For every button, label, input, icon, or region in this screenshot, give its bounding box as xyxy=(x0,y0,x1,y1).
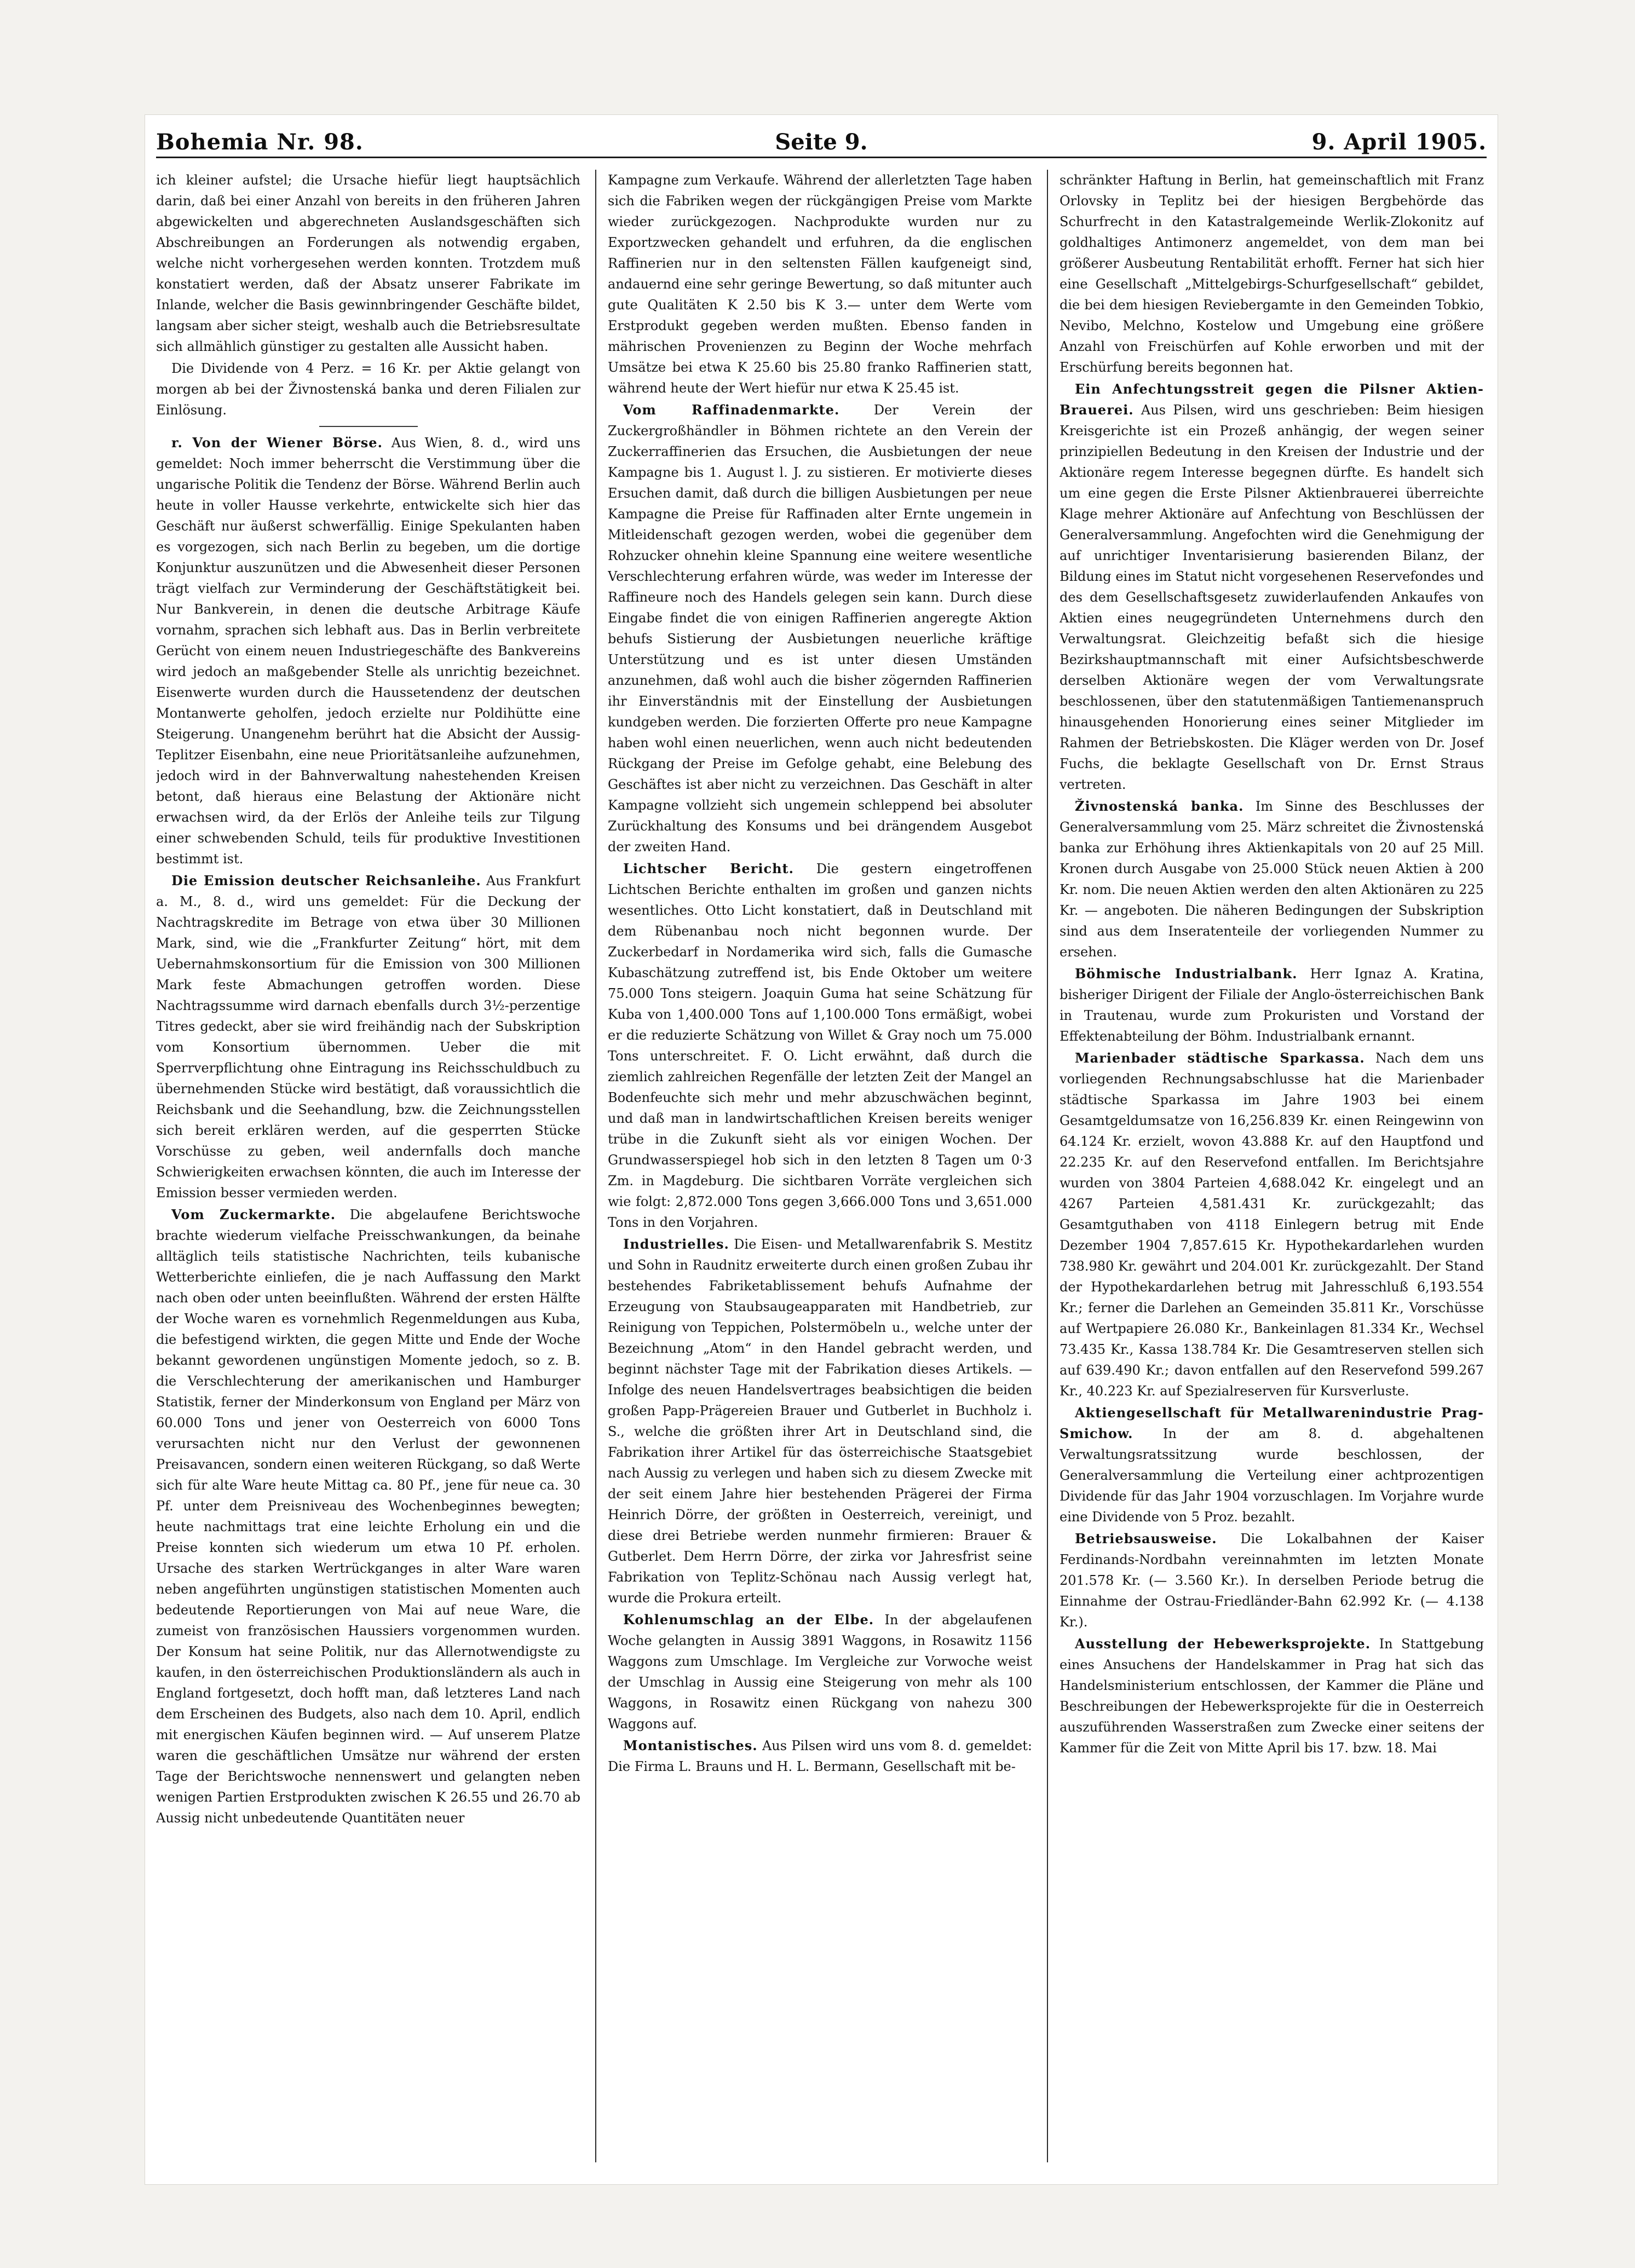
article-text: Die abgelaufene Berichtswoche brachte wiederum vielfache Preisschwankungen, da beinahe alltäglich teils statistische Nachrichten, teils kubanische Wetterberichte einliefen, die je nach Auffassung den Markt nach oben oder unten beeinflußten. Während der ersten Hälfte der Woche waren es vornehmlich Regenmeldungen aus Kuba, die befestigend wirkten, die gegen Mitte und Ende der Woche bekannt gewordenen ungünstigen Momente jedoch, so z. B. die Verschlechterung der amerikanischen und Hamburger Statistik, ferner der Minderkonsum von England per März von 60.000 Tons und jener von Oesterreich von 6000 Tons verursachten nicht nur den Verlust der gewonnenen Preisavancen, sondern einen weiteren Rückgang, so daß Werte sich für alte Ware heute Mittag ca. 80 Pf., jene für neue ca. 30 Pf. unter dem Preisniveau des Wochenbeginnes bewegten; heute nachmittags trat eine leichte Erholung ein und die Preise konnten sich wiederum um etwa 10 Pf. erholen. Ursache des starken Wertrückganges in alter Ware waren neben angeführten ungünstigen statistischen Momenten auch bedeutende Reportierungen von Mai auf neue Ware, die zumeist von französischen Haussiers vorgenommen wurden. Der Konsum hat seine Politik, nur das Allernotwendigste zu kaufen, in den österreichischen Produktionsländern als auch in England fortgesetzt, doch hofft man, daß letzteres Land nach dem Erscheinen des Budgets, also nach dem 10. April, endlich mit energischen Käufen beginnen wird. — Auf unserem Platze waren die geschäftlichen Umsätze nur während der ersten Tage der Berichtswoche nennenswert und gelangten neben wenigen Partien Erstprodukten zwischen K 26.55 und 26.70 ab Aussig nicht unbedeutende Quantitäten neuer xyxy=(156,1207,580,1826)
column-1 xyxy=(156,170,580,2162)
article-text: In der abgelaufenen Woche gelangten in Aussig 3891 Waggons, in Rosawitz 1156 Waggons zum Umschlage. Im Vergleiche zur Vorwoche weist der Umschlag in Aussig eine Steigerung von mehr als 100 Waggons, in Rosawitz einen Rückgang von nahezu 300 Waggons auf. xyxy=(608,1612,1032,1732)
paragraph: schränkter Haftung in Berlin, hat gemeinschaftlich mit Franz Orlovsky in Teplitz bei der hiesigen Bergbehörde das Schurfrecht in den Katastralgemeinde Werlik-Zlokonitz auf goldhaltiges Antimonerz angemeldet, von dem man bei größerer Ausbeutung Rentabilität erhofft. Ferner hat sich hier eine Gesellschaft „Mittelgebirgs-Schurfgesellschaft“ gebildet, die bei dem hiesigen Reviebergamte in den Gemeinden Tobkio, Nevibo, Melchno, Kostelow und Umgebung eine größere Anzahl von Freischürfen auf Kohle erworben und mit der Erschürfung bereits begonnen hat. xyxy=(1060,172,1484,375)
article-heading: Vom Zuckermarkte. xyxy=(171,1207,336,1222)
article-text: Aus Pilsen wird uns vom 8. d. gemeldet: Die Firma L. Brauns und H. L. Bermann, Gesellschaft mit be- xyxy=(608,1738,1032,1774)
article-heading: Ein Anfechtungsstreit gegen die Pilsner Aktien-Brauerei. xyxy=(1060,381,1484,418)
page-number: Seite 9. xyxy=(775,129,868,155)
newspaper-page xyxy=(145,115,1498,2184)
article-heading: Kohlenumschlag an der Elbe. xyxy=(623,1612,874,1628)
article-heading: Ausstellung der Hebewerksprojekte. xyxy=(1075,1636,1371,1652)
article-heading: Aktiengesellschaft für Metallwarenindustrie Prag-Smichow. xyxy=(1060,1405,1484,1441)
article-text: Die Lokalbahnen der Kaiser Ferdinands-Nordbahn vereinnahmten im letzten Monate 201.578 Kr. (— 3.560 Kr.). In derselben Periode betrug die Einnahme der Ostrau-Friedländer-Bahn 62.992 Kr. (— 4.138 Kr.). xyxy=(1060,1531,1484,1630)
article-heading: Industrielles. xyxy=(623,1236,729,1252)
article-text: Die gestern eingetroffenen Lichtschen Berichte enthalten im großen und ganzen nichts wesentliches. Otto Licht konstatiert, daß in Deutschland mit dem Rübenanbau noch nicht begonnen wurde. Der Zuckerbedarf in Nordamerika wird sich, falls die Gumasche Kubaschätzung zutreffend ist, bis Ende Oktober um weitere 75.000 Tons steigern. Joaquin Guma hat seine Schätzung für Kuba von 1,400.000 Tons auf 1,100.000 Tons ermäßigt, wobei er die reduzierte Schätzung von Willet & Gray noch um 75.000 Tons unterschreitet. F. O. Licht erwähnt, daß durch die ziemlich zahlreichen Regenfälle der letzten Zeit der Mangel an Bodenfeuchte sich mehr und mehr abzuschwächen beginnt, und daß man in landwirtschaftlichen Kreisen bereits weniger trübe in die Zukunft sieht als vor einigen Wochen. Der Grundwasserspiegel hob sich in den letzten 8 Tagen um 0·3 Zm. in Magdeburg. Die sichtbaren Vorräte vergleichen sich wie folgt: 2,872.000 Tons gegen 3,666.000 Tons und 3,651.000 Tons in den Vorjahren. xyxy=(608,861,1032,1230)
article-heading: Die Emission deutscher Reichsanleihe. xyxy=(171,873,481,888)
header-rule xyxy=(156,157,1487,158)
issue-date: 9. April 1905. xyxy=(1311,129,1487,155)
article-heading: Betriebsausweise. xyxy=(1075,1531,1217,1546)
article-heading: Böhmische Industrialbank. xyxy=(1075,966,1298,982)
article-text: Aus Pilsen, wird uns geschrieben: Beim hiesigen Kreisgerichte ist ein Prozeß anhängig, der wegen seiner prinzipiellen Bedeutung in den Kreisen der Industrie und der Aktionäre regem Interesse begegnen dürfte. Es handelt sich um eine gegen die Erste Pilsner Aktienbrauerei überreichte Klage mehrer Aktionäre auf Anfechtung von Beschlüssen der Generalversammlung. Angefochten wird die Genehmigung der auf unrichtiger Inventarisierung basierenden Bilanz, der Bildung eines im Statut nicht vorgesehenen Reservefondes und des dem Gesellschaftsgesetz zuwiderlaufenden Ankaufes von Aktien eines neugegründeten Unternehmens durch den Verwaltungsrat. Gleichzeitig befaßt sich die hiesige Bezirkshauptmannschaft mit einer Aufsichtsbeschwerde derselben Aktionäre wegen der vom Verwaltungsrate beschlossenen, über den statutenmäßigen Tantiemenanspruch hinausgehenden Honorierung eines seiner Mitglieder im Rahmen der Betriebskosten. Die Kläger werden von Dr. Josef Fuchs, die beklagte Gesellschaft von Dr. Ernst Straus vertreten. xyxy=(1060,402,1484,792)
page-header xyxy=(156,125,1487,158)
article-heading: Montanistisches. xyxy=(623,1738,758,1753)
article-heading: r. Von der Wiener Börse. xyxy=(171,435,383,451)
article-text: Aus Wien, 8. d., wird uns gemeldet: Noch immer beherrscht die Verstimmung über die ungarische Politik die Tendenz der Börse. Während Berlin auch heute in voller Hausse verkehrte, entwickelte sich hier das Geschäft nur äußerst schwerfällig. Einige Spekulanten haben es vorgezogen, sich nach Berlin zu begeben, um die dortige Konjunktur auszunützen und die Abwesenheit dieser Personen trägt vielfach zur Verminderung der Geschäftstätigkeit bei. Nur Bankverein, in denen die deutsche Arbitrage Käufe vornahm, sprachen sich lebhaft aus. Das in Berlin verbreitete Gerücht von einem neuen Industriegeschäfte des Bankvereins wird jedoch an maßgebender Stelle als unrichtig bezeichnet. Eisenwerte wurden durch die Haussetendenz der deutschen Montanwerte geholfen, jedoch erzielte nur Poldihütte eine Steigerung. Unangenehm berührt hat die Absicht der Aussig-Teplitzer Eisenbahn, eine neue Prioritätsanleihe aufzunehmen, jedoch wird in der Bahnverwaltung nahestehenden Kreisen betont, daß hieraus eine Belastung der Aktionäre nicht erwachsen wird, da der Erlös der Anleihe teils zur Tilgung einer schwebenden Schuld, teils für produktive Investitionen bestimmt ist. xyxy=(156,435,580,867)
column-2 xyxy=(608,170,1032,2162)
article-text: Herr Ignaz A. Kratina, bisheriger Dirigent der Filiale der Anglo-österreichischen Bank in Trautenau, wurde zum Prokuristen und Vorstand der Effektenabteilung der Böhm. Industrialbank ernannt. xyxy=(1060,966,1484,1044)
column-divider xyxy=(1047,170,1048,2162)
article-heading: Marienbader städtische Sparkassa. xyxy=(1075,1050,1365,1066)
newspaper-issue: Bohemia Nr. 98. xyxy=(156,129,364,155)
article-text: Nach dem uns vorliegenden Rechnungsabschlusse hat die Marienbader städtische Sparkassa im Jahre 1903 bei einem Gesamtgeldumsatze von 16,256.839 Kr. einen Reingewinn von 64.124 Kr. erzielt, wovon 43.888 Kr. auf den Hauptfond und 22.235 Kr. auf den Reservefond entfallen. Im Berichtsjahre wurden von 3804 Parteien 4,688.042 Kr. eingelegt und an 4267 Parteien 4,581.431 Kr. zurückgezahlt; das Gesamtguthaben von 4118 Einlegern betrug mit Ende Dezember 1904 7,857.615 Kr. Hypothekardarlehen wurden 738.980 Kr. gewährt und 204.001 Kr. zurückgezahlt. Der Stand der Hypothekardarlehen betrug mit Jahresschluß 6,193.554 Kr.; ferner die Darlehen an Gemeinden 35.811 Kr., Vorschüsse auf Wertpapiere 26.080 Kr., Bankeinlagen 81.334 Kr., Wechsel 73.435 Kr., Kassa 138.784 Kr. Die Gesamtreserven stellen sich auf 639.490 Kr.; davon entfallen auf den Reservefond 599.267 Kr., 40.223 Kr. auf Spezialreserven für Kursverluste. xyxy=(1060,1051,1484,1399)
article-heading: Vom Raffinadenmarkte. xyxy=(623,402,840,418)
article-heading: Živnostenská banka. xyxy=(1075,798,1244,814)
article-text: In Stattgebung eines Ansuchens der Handelskammer in Prag hat sich das Handelsministerium entschlossen, der Kammer die Pläne und Beschreibungen der Hebewerksprojekte für die in Oesterreich auszuführenden Wasserstraßen zum Zwecke einer seitens der Kammer für die Zeit von Mitte April bis 17. bzw. 18. Mai xyxy=(1060,1636,1484,1756)
article-text: Aus Frankfurt a. M., 8. d., wird uns gemeldet: Für die Deckung der Nachtragskredite im Betrage von etwa über 30 Millionen Mark, sind, wie die „Frankfurter Zeitung“ hört, mit dem Uebernahmskonsortium für die Emission von 300 Millionen Mark feste Abmachungen getroffen worden. Diese Nachtragssumme wird darnach ebenfalls durch 3½-perzentige Titres gedeckt, aber sie wird freihändig nach der Subskription vom Konsortium übernommen. Ueber die mit Sperrverpflichtung ohne Eintragung ins Reichsschuldbuch zu übernehmenden Stücke wird bestätigt, daß voraussichtlich die Reichsbank und die Seehandlung, bzw. die Zeichnungsstellen sich bereit erklären werden, auf die gesperrten Stücke Vorschüsse zu geben, weil andernfalls doch manche Schwierigkeiten erwachsen könnten, die auch im Interesse der Emission besser vermieden werden. xyxy=(156,873,580,1201)
article-text: Der Verein der Zuckergroßhändler in Böhmen richtete an den Verein der Zuckerraffinerien das Ersuchen, die Ausbietungen der neue Kampagne bis 1. August l. J. zu sistieren. Er motivierte dieses Ersuchen damit, daß durch die billigen Ausbietungen per neue Kampagne die Preise für Raffinaden alter Ernte ungemein in Mitleidenschaft gezogen werden, wobei die gegenüber dem Rohzucker ohnehin kleine Spannung eine weitere wesentliche Verschlechterung erfahren würde, was weder im Interesse der Raffineure noch des Handels gelegen sein kann. Durch diese Eingabe findet die von einigen Raffinerien angeregte Aktion behufs Sistierung der Ausbietungen neuerliche kräftige Unterstützung und es ist unter diesen Umständen anzunehmen, daß wohl auch die bisher zögernden Raffinerien ihr Einverständnis mit der Einstellung der Ausbietungen kundgeben werden. Die forzierten Offerte pro neue Kampagne haben wohl einen neuerlichen, wenn auch nicht bedeutenden Rückgang der Preise im Gefolge gehabt, eine Belebung des Geschäftes ist aber nicht zu verzeichnen. Das Geschäft in alter Kampagne vollzieht sich ungemein schleppend bei absoluter Zurückhaltung des Konsums und bei drängendem Ausgebot der zweiten Hand. xyxy=(608,402,1032,855)
column-divider xyxy=(595,170,596,2162)
paragraph: ich kleiner aufstel; die Ursache hiefür liegt hauptsächlich darin, daß bei einer Anzahl von bereits in den früheren Jahren abgewickelten und abgerechneten Auslandsgeschäften sich Abschreibungen an Forderungen als notwendig ergaben, welche nicht vorhergesehen werden konnten. Trotzdem muß konstatiert werden, daß der Absatz unserer Fabrikate im Inlande, welcher die Basis gewinnbringender Geschäfte bildet, langsam aber sicher steigt, weshalb auch die Betriebsresultate sich allmählich günstiger zu gestalten alle Aussicht haben. xyxy=(156,172,580,354)
paragraph: Kampagne zum Verkaufe. Während der allerletzten Tage haben sich die Fabriken wegen der rückgängigen Preise vom Markte wieder zurückgezogen. Nachprodukte wurden nur zu Exportzwecken gehandelt und erfuhren, da die englischen Raffinerien nur in den seltensten Fällen kaufgeneigt sind, andauernd eine sehr geringe Bewertung, so daß mitunter auch gute Qualitäten K 2.50 bis K 3.— unter dem Werte vom Erstprodukt gegeben werden mußten. Ebenso fanden in mährischen Provenienzen zu Beginn der Woche mehrfach Umsätze bei etwa K 25.60 bis 25.80 franko Raffinerien statt, während heute der Wert hiefür nur etwa K 25.45 ist. xyxy=(608,172,1032,396)
paragraph: Die Dividende von 4 Perz. = 16 Kr. per Aktie gelangt von morgen ab bei der Živnostenská banka und deren Filialen zur Einlösung. xyxy=(156,361,580,418)
section-separator xyxy=(319,426,418,427)
column-3 xyxy=(1060,170,1484,2162)
article-text: Im Sinne des Beschlusses der Generalversammlung vom 25. März schreitet die Živnostenská banka zur Erhöhung ihres Aktienkapitals von 20 auf 25 Mill. Kronen durch Ausgabe von 25.000 Stück neuen Aktien à 200 Kr. nom. Die neuen Aktien werden den alten Aktionären zu 225 Kr. — angeboten. Die näheren Bedingungen der Subskription sind aus dem Inseratenteile der vorliegenden Nummer zu ersehen. xyxy=(1060,799,1484,960)
article-text: In der am 8. d. abgehaltenen Verwaltungsratssitzung wurde beschlossen, der Generalversammlung die Verteilung einer achtprozentigen Dividende für das Jahr 1904 vorzuschlagen. Im Vorjahre wurde eine Dividende von 5 Proz. bezahlt. xyxy=(1060,1426,1484,1525)
article-text: Die Eisen- und Metallwarenfabrik S. Mestitz und Sohn in Raudnitz erweiterte durch einen großen Zubau ihr bestehendes Fabriketablissement behufs Aufnahme der Erzeugung von Staubsaugeapparaten mit Handbetrieb, zur Reinigung von Teppichen, Polstermöbeln u., welche unter der Bezeichnung „Atom“ in den Handel gebracht werden, und beginnt nächster Tage mit der Fabrikation dieses Artikels. — Infolge des neuen Handelsvertrages beabsichtigen die beiden großen Papp-Prägereien Brauer und Gutberlet in Buchholz i. S., welche die größten ihrer Art in Deutschland sind, die Fabrikation ihrer Artikel für das österreichische Staatsgebiet nach Aussig zu verlegen und haben sich zu diesem Zwecke mit der seit einem Jahre hier bestehenden Prägerei der Firma Heinrich Dörre, der größten in Oesterreich, vereinigt, und diese drei Betriebe werden nunmehr firmieren: Brauer & Gutberlet. Dem Herrn Dörre, der zirka vor Jahresfrist seine Fabrikation von Teplitz-Schönau nach Aussig verlegt hat, wurde die Prokura erteilt. xyxy=(608,1237,1032,1606)
article-heading: Lichtscher Bericht. xyxy=(623,861,794,876)
